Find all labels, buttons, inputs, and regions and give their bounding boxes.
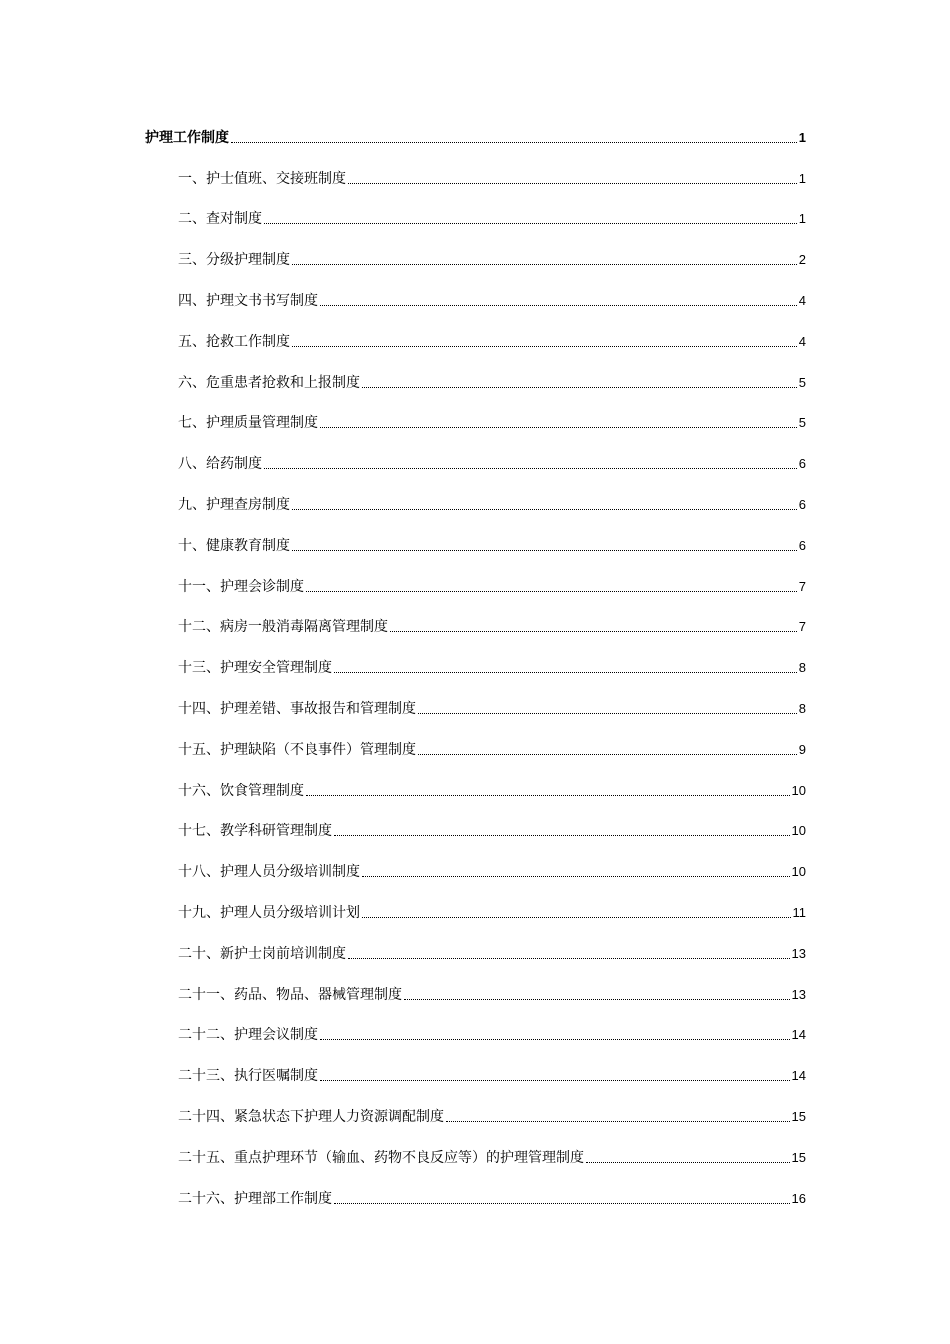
toc-entry-page: 6 — [798, 456, 806, 472]
toc-entry-page: 4 — [798, 333, 806, 349]
toc-dot-leader — [586, 1162, 790, 1163]
toc-entry-page: 6 — [798, 496, 806, 512]
toc-dot-leader — [348, 958, 790, 959]
toc-entry[interactable] — [145, 646, 806, 687]
toc-entry[interactable] — [145, 1177, 806, 1218]
toc-dot-leader — [362, 387, 797, 388]
toc-entry-title: 八、给药制度 — [178, 456, 262, 473]
toc-dot-leader — [390, 631, 797, 632]
toc-entry-title: 二十、新护士岗前培训制度 — [178, 945, 346, 962]
toc-entry-page: 15 — [791, 1108, 806, 1124]
toc-entry[interactable] — [145, 565, 806, 606]
toc-entry-page: 5 — [798, 374, 806, 390]
toc-entry-list — [145, 157, 806, 1218]
toc-entry-page: 10 — [791, 782, 806, 798]
toc-entry[interactable] — [145, 157, 806, 198]
toc-entry-page: 9 — [798, 741, 806, 757]
toc-entry[interactable] — [145, 1014, 806, 1055]
toc-dot-leader — [334, 1203, 790, 1204]
toc-entry-page: 14 — [791, 1027, 806, 1043]
toc-entry[interactable] — [145, 361, 806, 402]
toc-entry-title: 一、护士值班、交接班制度 — [178, 170, 346, 187]
toc-entry[interactable] — [145, 1136, 806, 1177]
toc-entry[interactable] — [145, 442, 806, 483]
toc-entry[interactable] — [145, 402, 806, 443]
toc-entry-page: 5 — [798, 415, 806, 431]
toc-entry[interactable] — [145, 238, 806, 279]
toc-entry-title: 十六、饮食管理制度 — [178, 782, 304, 799]
toc-entry-page: 16 — [791, 1190, 806, 1206]
toc-entry[interactable] — [145, 850, 806, 891]
toc-entry-title: 二十四、紧急状态下护理人力资源调配制度 — [178, 1108, 444, 1125]
toc-entry-page: 10 — [791, 864, 806, 880]
toc-entry-title: 十九、护理人员分级培训计划 — [178, 904, 360, 921]
toc-dot-leader — [264, 468, 797, 469]
toc-entry-page: 4 — [798, 292, 806, 308]
toc-entry-page: 13 — [791, 945, 806, 961]
toc-dot-leader — [334, 835, 790, 836]
toc-entry-title: 十三、护理安全管理制度 — [178, 660, 332, 677]
toc-entry-page: 10 — [791, 823, 806, 839]
toc-entry[interactable] — [145, 687, 806, 728]
toc-heading[interactable] — [145, 116, 806, 157]
toc-entry-page: 7 — [798, 578, 806, 594]
toc-entry-title: 七、护理质量管理制度 — [178, 415, 318, 432]
toc-entry-page: 15 — [791, 1149, 806, 1165]
table-of-contents — [145, 116, 806, 1218]
toc-entry-title: 二十六、护理部工作制度 — [178, 1190, 332, 1207]
toc-entry-title: 十七、教学科研管理制度 — [178, 823, 332, 840]
toc-entry-page: 8 — [798, 700, 806, 716]
toc-dot-leader — [348, 183, 797, 184]
toc-entry[interactable] — [145, 279, 806, 320]
toc-dot-leader — [306, 795, 790, 796]
toc-dot-leader — [292, 509, 797, 510]
toc-entry-title: 十八、护理人员分级培训制度 — [178, 864, 360, 881]
toc-entry-title: 十五、护理缺陷（不良事件）管理制度 — [178, 741, 416, 758]
toc-dot-leader — [231, 142, 797, 143]
toc-entry-title: 五、抢救工作制度 — [178, 333, 290, 350]
toc-dot-leader — [362, 876, 790, 877]
toc-entry[interactable] — [145, 320, 806, 361]
toc-entry[interactable] — [145, 769, 806, 810]
toc-entry[interactable] — [145, 1095, 806, 1136]
toc-entry[interactable] — [145, 973, 806, 1014]
toc-entry-title: 三、分级护理制度 — [178, 252, 290, 269]
toc-entry-page: 8 — [798, 660, 806, 676]
toc-entry[interactable] — [145, 728, 806, 769]
toc-entry[interactable] — [145, 483, 806, 524]
toc-dot-leader — [418, 713, 797, 714]
toc-dot-leader — [334, 672, 797, 673]
toc-entry-title: 十二、病房一般消毒隔离管理制度 — [178, 619, 388, 636]
toc-dot-leader — [292, 346, 797, 347]
toc-dot-leader — [306, 591, 797, 592]
toc-dot-leader — [320, 305, 797, 306]
toc-entry-title: 二十三、执行医嘱制度 — [178, 1068, 318, 1085]
toc-entry[interactable] — [145, 606, 806, 647]
toc-entry-page: 11 — [792, 904, 806, 920]
toc-entry-title: 九、护理查房制度 — [178, 496, 290, 513]
toc-entry-title: 十、健康教育制度 — [178, 537, 290, 554]
toc-dot-leader — [320, 1080, 790, 1081]
toc-entry-title: 十一、护理会诊制度 — [178, 578, 304, 595]
toc-entry-page: 1 — [798, 170, 806, 186]
toc-entry-title: 四、护理文书书写制度 — [178, 292, 318, 309]
toc-dot-leader — [264, 223, 797, 224]
toc-heading-page: 1 — [798, 129, 806, 145]
toc-entry-page: 2 — [798, 252, 806, 268]
toc-entry-page: 7 — [798, 619, 806, 635]
toc-dot-leader — [292, 550, 797, 551]
toc-entry[interactable] — [145, 891, 806, 932]
toc-entry[interactable] — [145, 524, 806, 565]
toc-entry-title: 二、查对制度 — [178, 211, 262, 228]
toc-dot-leader — [404, 999, 790, 1000]
toc-dot-leader — [418, 754, 797, 755]
toc-entry-page: 14 — [791, 1068, 806, 1084]
toc-entry-title: 六、危重患者抢救和上报制度 — [178, 374, 360, 391]
toc-entry-page: 13 — [791, 986, 806, 1002]
toc-dot-leader — [446, 1121, 790, 1122]
toc-dot-leader — [320, 427, 797, 428]
toc-heading-title: 护理工作制度 — [145, 129, 229, 146]
toc-dot-leader — [292, 264, 797, 265]
toc-entry-page: 6 — [798, 537, 806, 553]
toc-entry-title: 二十一、药品、物品、器械管理制度 — [178, 986, 402, 1003]
toc-entry[interactable] — [145, 198, 806, 239]
toc-dot-leader — [362, 917, 791, 918]
toc-entry-title: 二十二、护理会议制度 — [178, 1027, 318, 1044]
toc-entry[interactable] — [145, 1054, 806, 1095]
toc-entry[interactable] — [145, 810, 806, 851]
toc-entry-page: 1 — [798, 211, 806, 227]
toc-dot-leader — [320, 1039, 790, 1040]
toc-entry-title: 十四、护理差错、事故报告和管理制度 — [178, 700, 416, 717]
toc-entry[interactable] — [145, 932, 806, 973]
toc-entry-title: 二十五、重点护理环节（输血、药物不良反应等）的护理管理制度 — [178, 1149, 584, 1166]
